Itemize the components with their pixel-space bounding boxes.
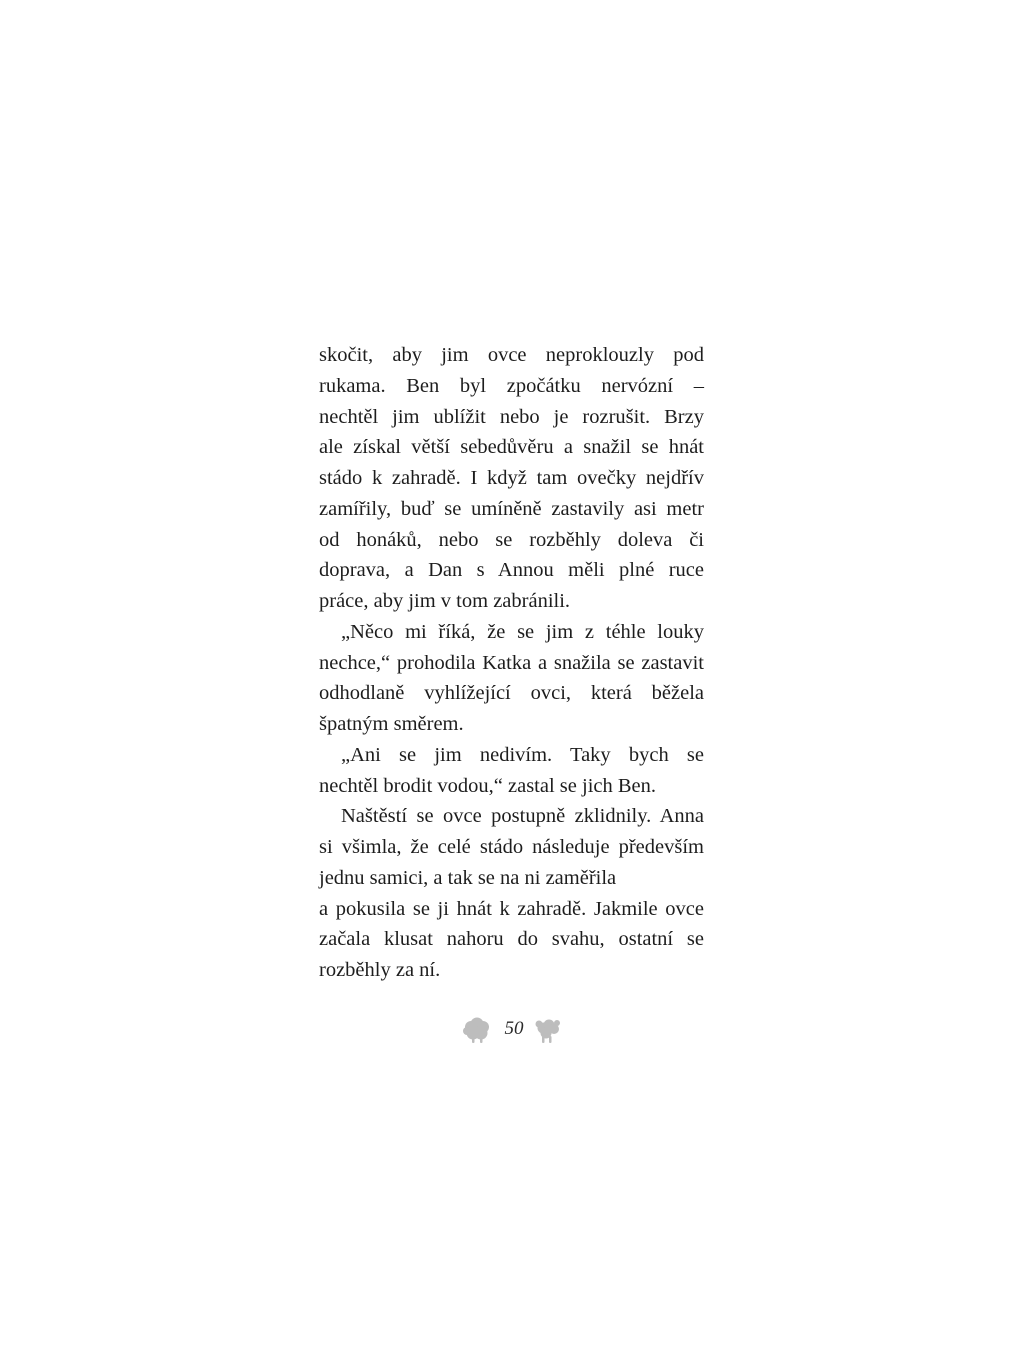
text-line: špatným směrem. [319, 713, 464, 735]
text-line: rozběhly za ní. [319, 959, 441, 981]
text-line: „Něco mi říká, že se jim z téhle louky [341, 620, 704, 643]
page-number: 50 [504, 1018, 524, 1039]
text-line: odhodlaně vyhlížející ovci, která běžela [319, 682, 704, 705]
body-text [319, 340, 704, 986]
text-line: nechtěl brodit vodou,“ zastal se jich Ben. [319, 774, 657, 797]
text-line: začala klusat nahoru do svahu, ostatní se [319, 928, 704, 951]
text-line: rukama. Ben byl zpočátku nervózní – [319, 374, 704, 397]
text-line: ale získal větší sebedůvěru a snažil se hnát [319, 436, 704, 459]
text-line: od honáků, nebo se rozběhly doleva či [319, 528, 704, 551]
page-footer [458, 1014, 568, 1048]
text-line: „Ani se jim nedivím. Taky bych se [341, 743, 704, 766]
text-line: stádo k zahradě. I když tam ovečky nejdřív [319, 467, 704, 489]
text-line: nechce,“ prohodila Katka a snažila se zastavit [319, 651, 704, 674]
text-line: nechtěl jim ublížit nebo je rozrušit. Brzy [319, 405, 704, 428]
sheep-silhouette-icon [534, 1016, 562, 1044]
text-line: a pokusila se ji hnát k zahradě. Jakmile ovce [319, 897, 704, 920]
text-line: Naštěstí se ovce postupně zklidnily. Anna [341, 805, 704, 828]
text-line: si všimla, že celé stádo následuje především [319, 836, 704, 858]
text-line: skočit, aby jim ovce neproklouzly pod [319, 344, 704, 366]
text-line: zamířily, buď se umíněně zastavily asi metr [319, 497, 704, 520]
text-line: doprava, a Dan s Annou měli plné ruce [319, 559, 704, 582]
text-line: jednu samici, a tak se na ni zaměřila [319, 866, 617, 889]
sheep-silhouette-icon [462, 1016, 492, 1044]
text-line: práce, aby jim v tom zabránili. [319, 590, 571, 612]
